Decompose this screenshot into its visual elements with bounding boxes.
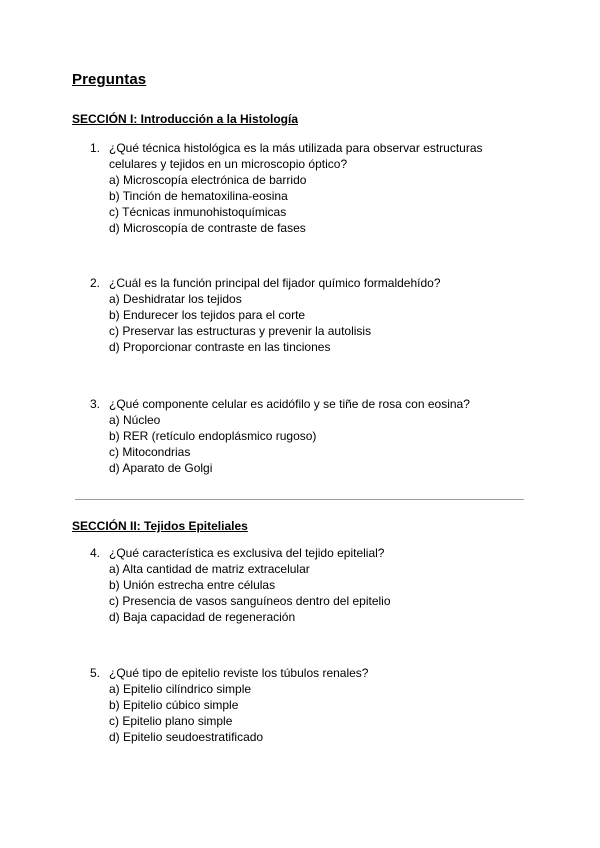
option-c: c) Presencia de vasos sanguíneos dentro del epitelio [109,594,391,608]
question-1 [90,140,520,236]
question-text: ¿Cuál es la función principal del fijador químico formaldehído? [109,276,441,290]
question-5 [90,665,520,745]
question-text: ¿Qué tipo de epitelio reviste los túbulos renales? [109,666,369,680]
question-4 [90,545,520,625]
question-text: ¿Qué técnica histológica es la más utilizada para observar estructuras celulares y tejidos en un microscopio óptico? [109,141,483,171]
option-list [109,681,520,745]
option-d: d) Epitelio seudoestratificado [109,730,264,744]
option-d: d) Baja capacidad de regeneración [109,610,296,624]
option-list [109,291,520,355]
question-number: 2. [90,276,101,290]
option-d: d) Proporcionar contraste en las tinciones [109,340,331,354]
section-divider [75,499,524,500]
option-b: b) Unión estrecha entre células [109,578,276,592]
question-number: 4. [90,546,101,560]
option-c: c) Preservar las estructuras y prevenir la autolisis [109,324,372,338]
question-number: 1. [90,141,101,155]
option-c: c) Epitelio plano simple [109,714,233,728]
option-d: d) Aparato de Golgi [109,461,213,475]
option-a: a) Núcleo [109,413,161,427]
question-number: 3. [90,397,101,411]
option-a: a) Deshidratar los tejidos [109,292,242,306]
option-d: d) Microscopía de contraste de fases [109,221,306,235]
option-list [109,172,520,236]
option-a: a) Alta cantidad de matriz extracelular [109,562,310,576]
question-2 [90,275,520,355]
question-text: ¿Qué característica es exclusiva del tejido epitelial? [109,546,385,560]
question-number: 5. [90,666,101,680]
option-c: c) Técnicas inmunohistoquímicas [109,205,287,219]
option-a: a) Epitelio cilíndrico simple [109,682,252,696]
option-b: b) Endurecer los tejidos para el corte [109,308,306,322]
option-a: a) Microscopía electrónica de barrido [109,173,307,187]
question-text: ¿Qué componente celular es acidófilo y se tiñe de rosa con eosina? [109,397,470,411]
section-heading-1: SECCIÓN I: Introducción a la Histología [72,112,299,126]
section-heading-2: SECCIÓN II: Tejidos Epiteliales [72,519,248,533]
option-c: c) Mitocondrias [109,445,191,459]
question-3 [90,396,520,476]
option-list [109,412,520,476]
option-b: b) RER (retículo endoplásmico rugoso) [109,429,317,443]
option-b: b) Epitelio cúbico simple [109,698,239,712]
option-list [109,561,520,625]
option-b: b) Tinción de hematoxilina-eosina [109,189,288,203]
page-title: Preguntas [72,71,147,88]
